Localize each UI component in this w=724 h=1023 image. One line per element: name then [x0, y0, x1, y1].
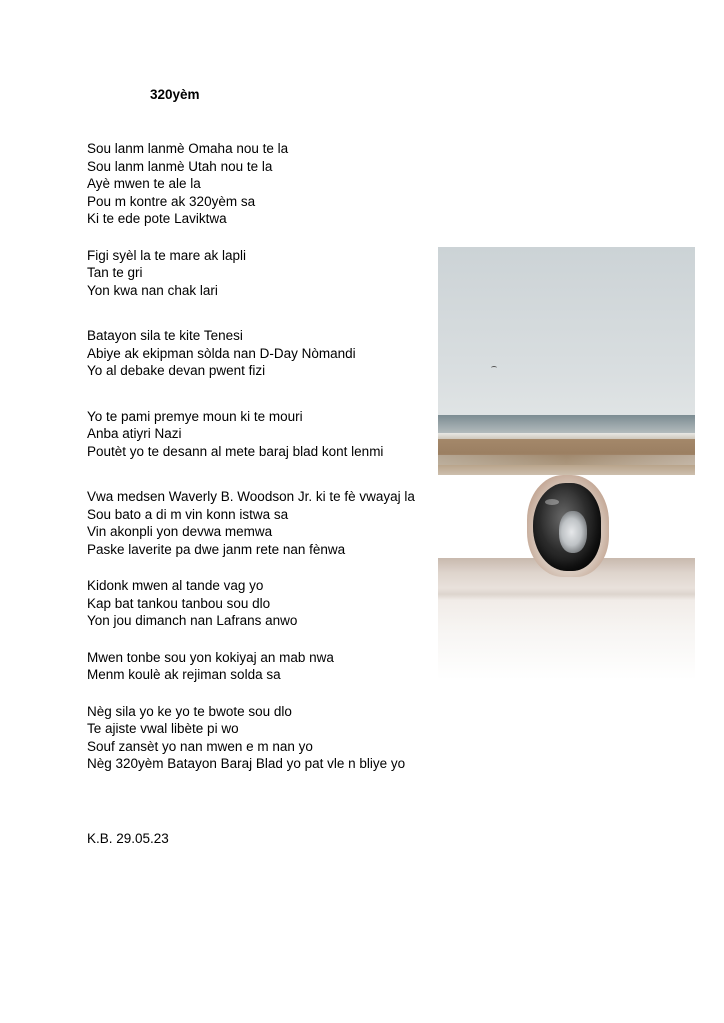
wet-sand	[438, 455, 695, 465]
stone-icon	[533, 483, 601, 571]
poem-line: Mwen tonbe sou yon kokiyaj an mab nwa	[87, 649, 334, 665]
poem-line: Kap bat tankou tanbou sou dlo	[87, 595, 271, 611]
black-stone-photo	[527, 475, 609, 577]
poem-line: Pou m kontre ak 320yèm sa	[87, 193, 256, 209]
poem-line: Kidonk mwen al tande vag yo	[87, 578, 264, 593]
poem-line: Poutèt yo te desann al mete baraj blad kont lenmi	[87, 443, 384, 459]
poem-line: Yon kwa nan chak lari	[87, 282, 218, 298]
stanza-5	[87, 488, 457, 558]
poem-line: Ayè mwen te ale la	[87, 176, 201, 191]
poem-line: Tan te gri	[87, 265, 143, 280]
poem-line: Abiye ak ekipman sòlda nan D-Day Nòmandi	[87, 345, 356, 361]
stanza-6	[87, 577, 457, 630]
poem-line: Yo al debake devan pwent fizi	[87, 363, 266, 378]
poem-line: Yon jou dimanch nan Lafrans anwo	[87, 613, 298, 628]
bird-icon	[491, 366, 497, 370]
poem-line: Souf zansèt yo nan mwen e m nan yo	[87, 738, 313, 754]
poem-line: Yo te pami premye moun ki te mouri	[87, 408, 303, 424]
poem-line: Nèg sila yo ke yo te bwote sou dlo	[87, 703, 292, 719]
beach-photo	[438, 247, 695, 475]
signature-date: K.B. 29.05.23	[87, 831, 169, 846]
poem-line: Sou bato a di m vin konn istwa sa	[87, 506, 289, 522]
stone-hollow	[559, 511, 587, 553]
poem-line: Figi syèl la te mare ak lapli	[87, 247, 247, 263]
stanza-1	[87, 140, 457, 228]
stanza-3	[87, 327, 457, 380]
stanza-2	[87, 247, 457, 300]
poem-line: Te ajiste vwal libète pi wo	[87, 721, 239, 736]
poem-line: Sou lanm lanmè Omaha nou te la	[87, 141, 289, 156]
poem-line: Vwa medsen Waverly B. Woodson Jr. ki te fè vwayaj la	[87, 489, 415, 504]
poem-line: Paske laverite pa dwe janm rete nan fènwa	[87, 541, 346, 557]
poem-title: 320yèm	[150, 87, 200, 102]
poem-line: Batayon sila te kite Tenesi	[87, 328, 243, 343]
stanza-4	[87, 408, 457, 461]
stanza-8	[87, 703, 457, 773]
poem-line: Menm koulè ak rejiman solda sa	[87, 667, 281, 682]
poem-body	[87, 140, 457, 773]
poem-line: Vin akonpli yon devwa memwa	[87, 524, 273, 539]
poem-line: Anba atiyri Nazi	[87, 426, 182, 441]
water-streak	[438, 588, 695, 600]
stone-glint	[545, 499, 559, 505]
poem-line: Ki te ede pote Laviktwa	[87, 211, 227, 226]
poem-line: Sou lanm lanmè Utah nou te la	[87, 158, 273, 174]
poem-line: Nèg 320yèm Batayon Baraj Blad yo pat vle n bliye yo	[87, 756, 406, 771]
stanza-7	[87, 649, 457, 684]
